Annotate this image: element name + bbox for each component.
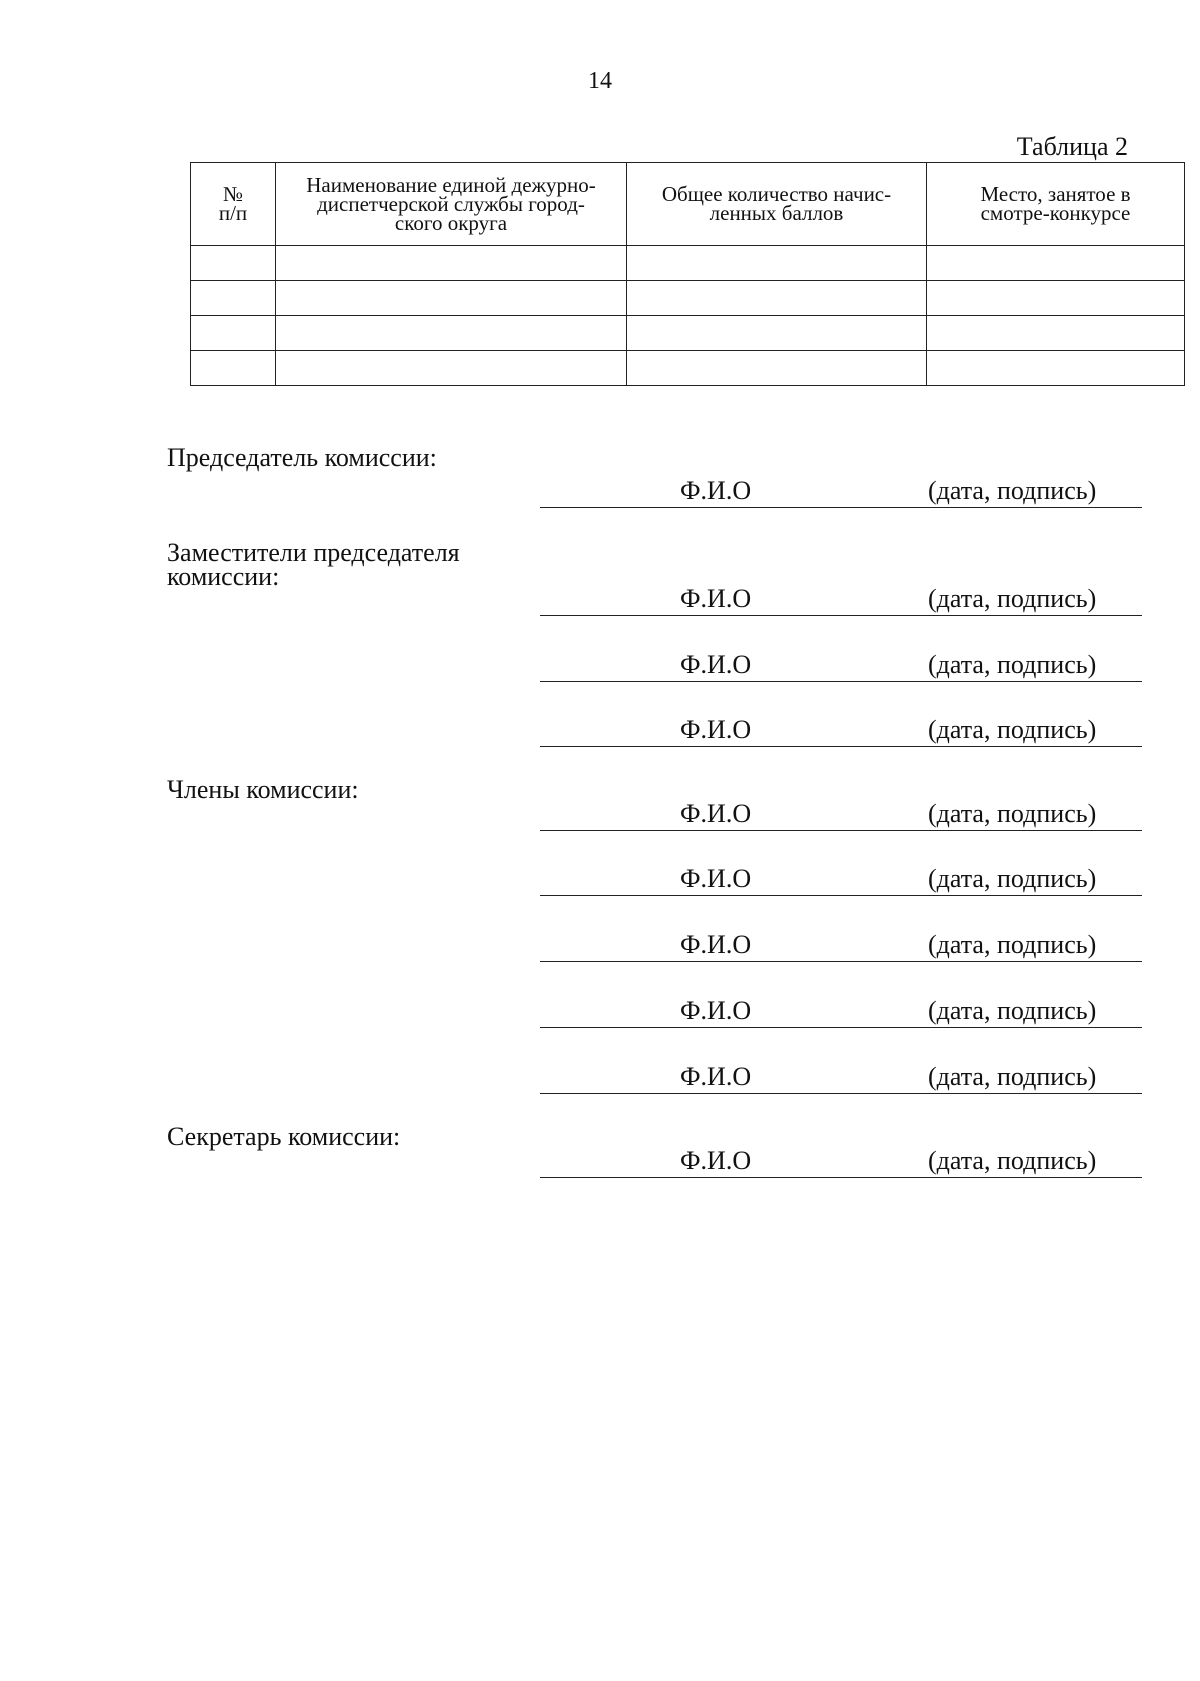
table-row [191, 281, 1185, 316]
table-cell [627, 246, 927, 281]
table-cell [927, 351, 1185, 386]
signature-fio: Ф.И.О [680, 715, 752, 744]
signature-date-sign: (дата, подпись) [928, 996, 1097, 1025]
signature-date-sign: (дата, подпись) [928, 1062, 1097, 1091]
table-cell [276, 351, 627, 386]
signature-line [540, 477, 1142, 508]
signature-date-sign: (дата, подпись) [928, 930, 1097, 959]
table-cell [627, 316, 927, 351]
signature-date-sign: (дата, подпись) [928, 476, 1097, 505]
column-header-number: № п/п [191, 163, 276, 246]
page-number: 14 [588, 68, 612, 94]
signature-date-sign: (дата, подпись) [928, 799, 1097, 828]
signature-fio: Ф.И.О [680, 996, 752, 1025]
chairman-label: Председатель комиссии: [167, 443, 437, 472]
table-row [191, 351, 1185, 386]
signature-fio: Ф.И.О [680, 650, 752, 679]
secretary-label: Секретарь комиссии: [167, 1122, 401, 1151]
deputies-label: Заместители председателя комиссии: [167, 538, 460, 591]
signature-line [540, 865, 1142, 896]
table-cell [927, 316, 1185, 351]
column-header-total-score: Общее количество начис- ленных баллов [627, 163, 927, 246]
table-cell [276, 281, 627, 316]
signature-fio: Ф.И.О [680, 476, 752, 505]
signature-line [540, 716, 1142, 747]
contest-results-table [190, 162, 1185, 386]
table-cell [191, 246, 276, 281]
table-header-row [191, 163, 1185, 246]
table-cell [191, 351, 276, 386]
table-cell [191, 281, 276, 316]
column-header-place: Место, занятое в смотре-конкурсе [927, 163, 1185, 246]
column-header-service-name: Наименование единой дежурно- диспетчерской службы город- ского округа [276, 163, 627, 246]
table-row [191, 246, 1185, 281]
signature-fio: Ф.И.О [680, 864, 752, 893]
signature-date-sign: (дата, подпись) [928, 864, 1097, 893]
signature-date-sign: (дата, подпись) [928, 650, 1097, 679]
signature-date-sign: (дата, подпись) [928, 584, 1097, 613]
members-label: Члены комиссии: [167, 775, 359, 804]
table-cell [276, 316, 627, 351]
table-cell [191, 316, 276, 351]
table-cell [627, 351, 927, 386]
table-row [191, 316, 1185, 351]
signature-line [540, 1063, 1142, 1094]
table-cell [927, 246, 1185, 281]
table-cell [927, 281, 1185, 316]
signature-line [540, 1147, 1142, 1178]
signature-fio: Ф.И.О [680, 1146, 752, 1175]
table-cell [276, 246, 627, 281]
signature-fio: Ф.И.О [680, 799, 752, 828]
signature-line [540, 651, 1142, 682]
signature-line [540, 931, 1142, 962]
signature-fio: Ф.И.О [680, 584, 752, 613]
signature-date-sign: (дата, подпись) [928, 715, 1097, 744]
signature-fio: Ф.И.О [680, 1062, 752, 1091]
table-caption: Таблица 2 [1016, 132, 1128, 161]
signature-date-sign: (дата, подпись) [928, 1146, 1097, 1175]
signature-line [540, 800, 1142, 831]
signature-fio: Ф.И.О [680, 930, 752, 959]
signature-line [540, 997, 1142, 1028]
table-cell [627, 281, 927, 316]
signature-line [540, 585, 1142, 616]
